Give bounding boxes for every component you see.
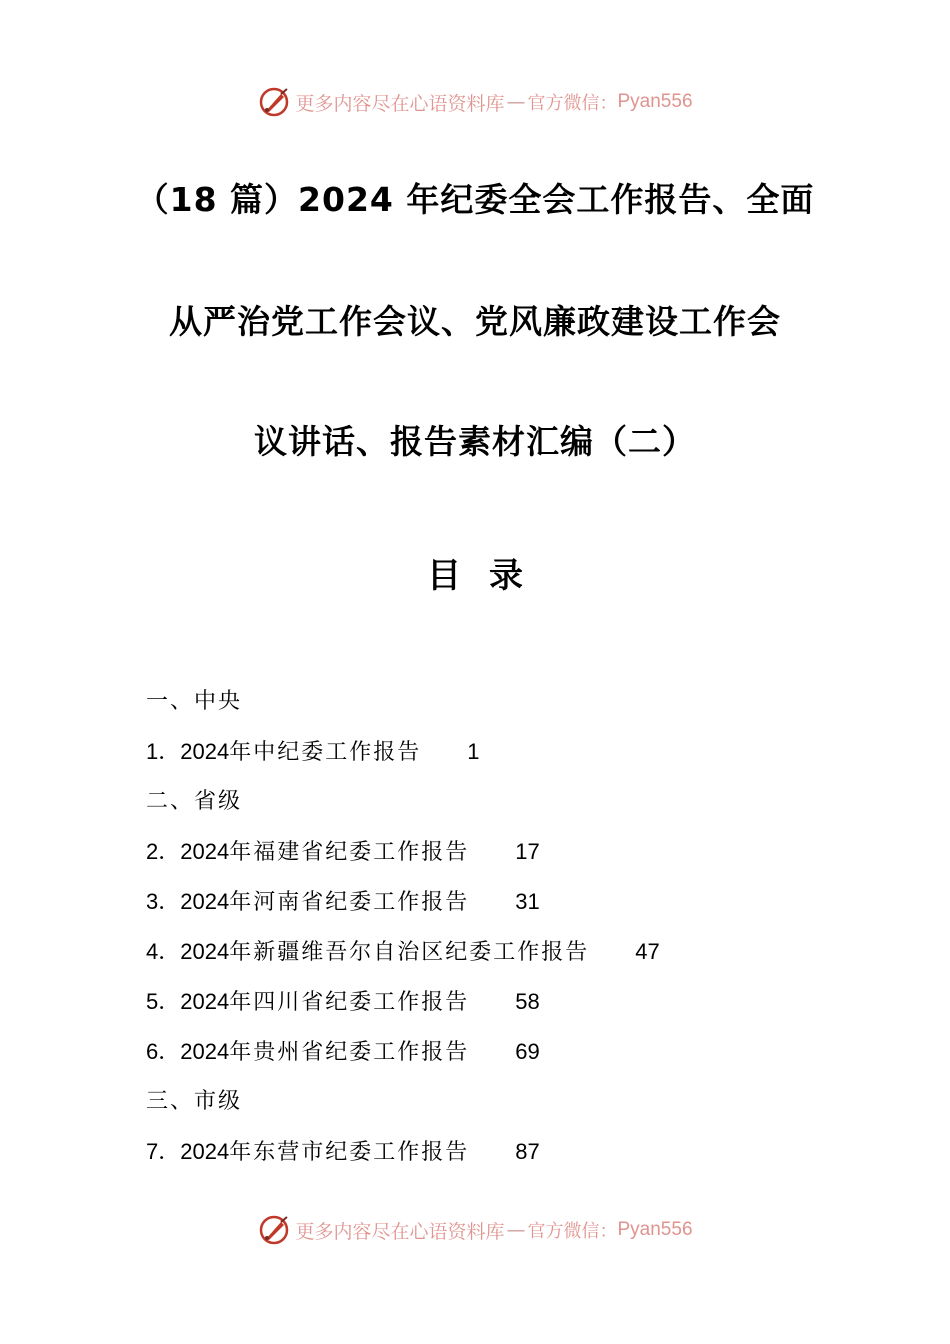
toc-entry-number: 1． — [146, 739, 181, 764]
toc-entry-year: 2024 — [180, 939, 230, 964]
toc-entry-number: 4． — [146, 939, 181, 964]
title-line-2: 从严治党工作会议、党风廉政建设工作会 — [169, 302, 781, 341]
quill-logo-icon — [257, 85, 291, 119]
toc-entry-year: 2024 — [180, 739, 230, 764]
watermark-wechat-label: 官方微信： — [527, 1221, 618, 1242]
toc-entry-title: 年河南省纪委工作报告 — [229, 890, 470, 915]
table-of-contents — [146, 682, 846, 1182]
toc-entry-number: 2． — [146, 839, 181, 864]
toc-entry-page: 58 — [515, 989, 540, 1014]
toc-entry-page: 1 — [467, 739, 480, 764]
toc-entry-year: 2024 — [180, 1039, 230, 1064]
watermark-separator: — — [506, 1219, 526, 1241]
toc-entry-year: 2024 — [180, 889, 230, 914]
toc-entry-number: 6． — [146, 1039, 181, 1064]
toc-entry-page: 69 — [515, 1039, 540, 1064]
toc-entry-title: 年四川省纪委工作报告 — [229, 990, 470, 1015]
toc-entry[interactable] — [146, 932, 846, 982]
toc-heading: 目录 — [427, 556, 551, 596]
watermark-wechat-account: Pyan556 — [617, 91, 693, 112]
watermark-wechat-account: Pyan556 — [617, 1219, 693, 1240]
toc-entry[interactable] — [146, 982, 846, 1032]
toc-entry-page: 31 — [515, 889, 540, 914]
toc-entry-title: 年新疆维吾尔自治区纪委工作报告 — [229, 940, 590, 965]
title-line-3: 议讲话、报告素材汇编（二） — [254, 422, 696, 461]
toc-entry-number: 3． — [146, 889, 181, 914]
toc-entry-page: 17 — [515, 839, 540, 864]
toc-entry[interactable] — [146, 732, 846, 782]
toc-entry-year: 2024 — [180, 1139, 230, 1164]
toc-entry-year: 2024 — [180, 989, 230, 1014]
toc-entry[interactable] — [146, 832, 846, 882]
toc-entry-number: 5． — [146, 989, 181, 1014]
title-line-1: （18 篇）2024 年纪委全会工作报告、全面 — [135, 180, 815, 219]
watermark-wechat-label: 官方微信： — [527, 93, 618, 114]
toc-entry[interactable] — [146, 1032, 846, 1082]
toc-entry-number: 7． — [146, 1139, 181, 1164]
toc-entry[interactable] — [146, 882, 846, 932]
toc-entry[interactable] — [146, 1132, 846, 1182]
toc-entry-title: 年福建省纪委工作报告 — [229, 840, 470, 865]
footer-watermark — [0, 1210, 950, 1250]
toc-entry-year: 2024 — [180, 839, 230, 864]
toc-entry-title: 年中纪委工作报告 — [229, 740, 422, 765]
toc-section-label: 二、省级 — [146, 789, 243, 814]
toc-section-label: 三、市级 — [146, 1089, 243, 1114]
toc-entry-title: 年东营市纪委工作报告 — [229, 1140, 470, 1165]
toc-section-label: 一、中央 — [146, 689, 243, 714]
header-watermark — [0, 82, 950, 122]
watermark-separator: — — [506, 91, 526, 113]
watermark-text: 更多内容尽在心语资料库 — [295, 1220, 505, 1243]
toc-entry-page: 47 — [635, 939, 660, 964]
watermark-text: 更多内容尽在心语资料库 — [295, 92, 505, 115]
toc-entry-title: 年贵州省纪委工作报告 — [229, 1040, 470, 1065]
toc-entry-page: 87 — [515, 1139, 540, 1164]
quill-logo-icon — [257, 1213, 291, 1247]
